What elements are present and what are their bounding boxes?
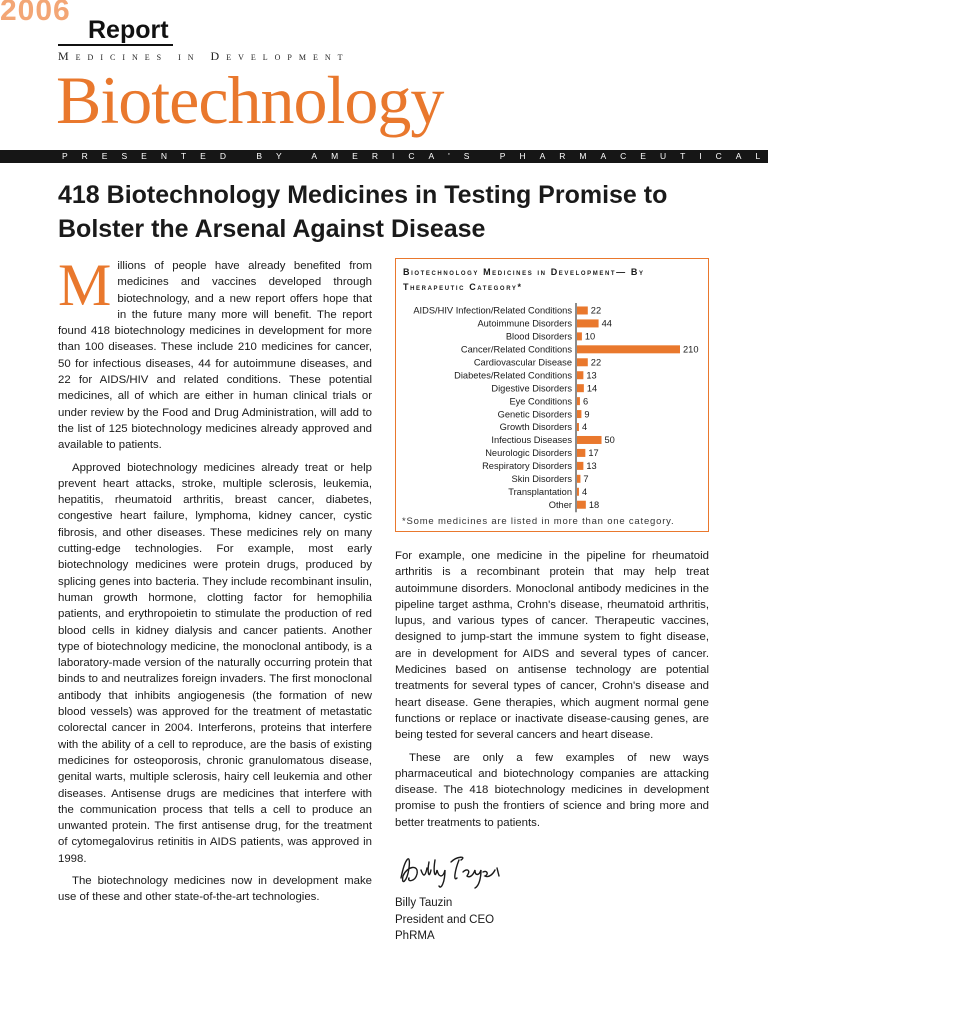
chart-category-label: Growth Disorders (499, 422, 572, 433)
chart-category-label: Blood Disorders (505, 331, 572, 342)
report-label: Report (88, 16, 169, 44)
chart-value-label: 14 (586, 383, 598, 394)
signer-name: Billy Tauzin (395, 897, 453, 909)
chart-value-label: 4 (581, 486, 588, 497)
chart-category-label: Respiratory Disorders (482, 461, 572, 472)
chart-bar (577, 475, 580, 483)
right-column (395, 548, 709, 831)
chart-value-label: 4 (581, 422, 588, 433)
chart-footnote: *Some medicines are listed in more than one category. (402, 516, 675, 527)
chart-value-label: 7 (583, 474, 589, 485)
drop-cap: M (58, 252, 112, 318)
chart-bar (577, 306, 588, 314)
chart-value-label: 17 (588, 448, 599, 459)
chart-category-label: Diabetes/Related Conditions (454, 370, 572, 381)
chart-category-label: Autoimmune Disorders (477, 318, 572, 329)
intro-paragraph (58, 252, 372, 454)
brand-title: Biotechnology (56, 62, 444, 138)
chart-bar (577, 384, 584, 392)
chart-bar (577, 423, 579, 431)
chart-bar (577, 332, 582, 340)
chart-bar (577, 410, 581, 418)
tagline-text: PRESENTED BY AMERICA'S PHARMACEUTICAL COMPANIES (62, 151, 967, 161)
chart-value-label: 13 (586, 370, 597, 381)
chart-value-label: 10 (584, 331, 596, 342)
chart-box (395, 258, 709, 532)
chart-bar (577, 319, 599, 327)
chart-category-label: Cancer/Related Conditions (460, 344, 572, 355)
chart-bar (577, 436, 602, 444)
report-subtitle: Medicines in Development (58, 49, 350, 63)
chart-category-label: Eye Conditions (509, 396, 572, 407)
chart-category-label: Transplantation (508, 486, 572, 497)
chart-category-label: Neurologic Disorders (485, 448, 572, 459)
tagline-band (0, 150, 967, 163)
chart-category-label: AIDS/HIV Infection/Related Conditions (413, 305, 572, 316)
report-underline (58, 44, 173, 46)
chart-category-label: Skin Disorders (511, 474, 572, 485)
chart-bar (577, 501, 586, 509)
chart-bar (577, 358, 588, 366)
signature-graphic (395, 848, 505, 892)
chart-category-label: Other (548, 499, 572, 510)
chart-bar (577, 462, 583, 470)
category-bar-chart (396, 303, 708, 515)
chart-value-label: 50 (604, 435, 615, 446)
article-headline: 418 Biotechnology Medicines in Testing Promise to Bolster the Arsenal Against Disease (58, 181, 668, 243)
chart-bar (577, 397, 580, 405)
chart-title: Biotechnology Medicines in Development— By Therapeutic Category* (403, 267, 645, 292)
chart-category-label: Genetic Disorders (497, 409, 572, 420)
chart-value-label: 22 (590, 305, 602, 316)
signer-org: PhRMA (395, 930, 435, 942)
chart-bar (577, 345, 680, 353)
chart-category-label: Infectious Diseases (491, 435, 572, 446)
intro-paragraph-text: illions of people have already benefited from medicines and vaccines developed through biotechnology, and a new report offers hope that in the future many more will benefit. The report found 418 biotechnology medicines in development for more than 100 diseases. These include 210 medicines for cancer, 50 for infectious diseases, 44 for autoimmune diseases, and 22 for AIDS/HIV and related conditions. These potential medicines, all of which are either in human clinical trials or under review by the Food and Drug Administration, will add to the list of 125 biotechnology medicines already approved and available to patients. (58, 260, 372, 452)
chart-value-label: 9 (584, 409, 590, 420)
chart-bar (577, 449, 585, 457)
chart-value-label: 6 (582, 396, 589, 407)
chart-bar (577, 488, 579, 496)
chart-value-label: 22 (590, 357, 602, 368)
chart-category-label: Digestive Disorders (491, 383, 572, 394)
chart-value-label: 18 (588, 499, 600, 510)
chart-category-label: Cardiovascular Disease (473, 357, 572, 368)
report-year: 2006 (0, 0, 71, 27)
right-paragraph-2: These are only a few examples of new ways pharmaceutical and biotechnology companies are attacking disease. The 418 biotechnology medicines in development promise to push the frontiers of science and bring more and better treatments to patients. (395, 751, 709, 829)
body-paragraph-2: Approved biotechnology medicines already treat or help prevent heart attacks, stroke, multiple sclerosis, leukemia, hepatitis, rheumatoid arthritis, breast cancer, diabetes, congestive heart failure, lymphoma, kidney cancer, cystic fibrosis, and other diseases. These medicines rely on many cutting-edge technologies. For example, most early biotechnology medicines were protein drugs, produced by splicing genes into bacteria. They include recombinant insulin, human growth hormone, clotting factor for hemophilia patients, and erythropoietin to stimulate the production of red blood cells in kidney dialysis and cancer patients. Another type of biotechnology medicine, the monoclonal antibody, is a laboratory-made version of the naturally occurring protein that binds to and neutralizes foreign invaders. The first monoclonal antibody that inhibits angiogenesis (the formation of new blood vessels) was approved for the treatment of metastatic colorectal cancer in 2004. Interferons, proteins that interfere with the ability of a cell to reproduce, are the basis of existing medicines for osteoporosis, chronic granulomatous disease, genital warts, multiple sclerosis, hairy cell leukemia and other diseases. Antisense drugs are medicines that interfere with the communication process that tells a cell to produce an unwanted protein. The first antisense drug, for the treatment of cytomegalovirus retinitis in AIDS patients, was approved in 1998. (58, 461, 372, 865)
chart-value-label: 210 (683, 344, 699, 355)
chart-value-label: 44 (601, 318, 612, 329)
signer-block (395, 895, 494, 945)
signer-title: President and CEO (395, 913, 495, 926)
right-paragraph-1: For example, one medicine in the pipeline for rheumatoid arthritis is a recombinant protein that may help treat autoimmune disorders. Monoclonal antibody medicines in the pipeline target asthma, Crohn's disease, rheumatoid arthritis, lupus, and various types of cancer. Therapeutic vaccines, designed to jump-start the immune system to fight disease, are in development for AIDS and several types of cancer. Medicines based on antisense technology are potential treatments for several types of cancer, Crohn's disease and heart disease. Gene therapies, which augment normal gene functions or replace or inactivate disease-causing genes, are being tested for several cancers and heart disease. (395, 550, 709, 742)
chart-bar (577, 371, 583, 379)
chart-value-label: 13 (586, 461, 597, 472)
body-paragraph-3: The biotechnology medicines now in development make use of these and other state-of-the-art technologies. (58, 874, 372, 904)
left-column (58, 252, 372, 906)
